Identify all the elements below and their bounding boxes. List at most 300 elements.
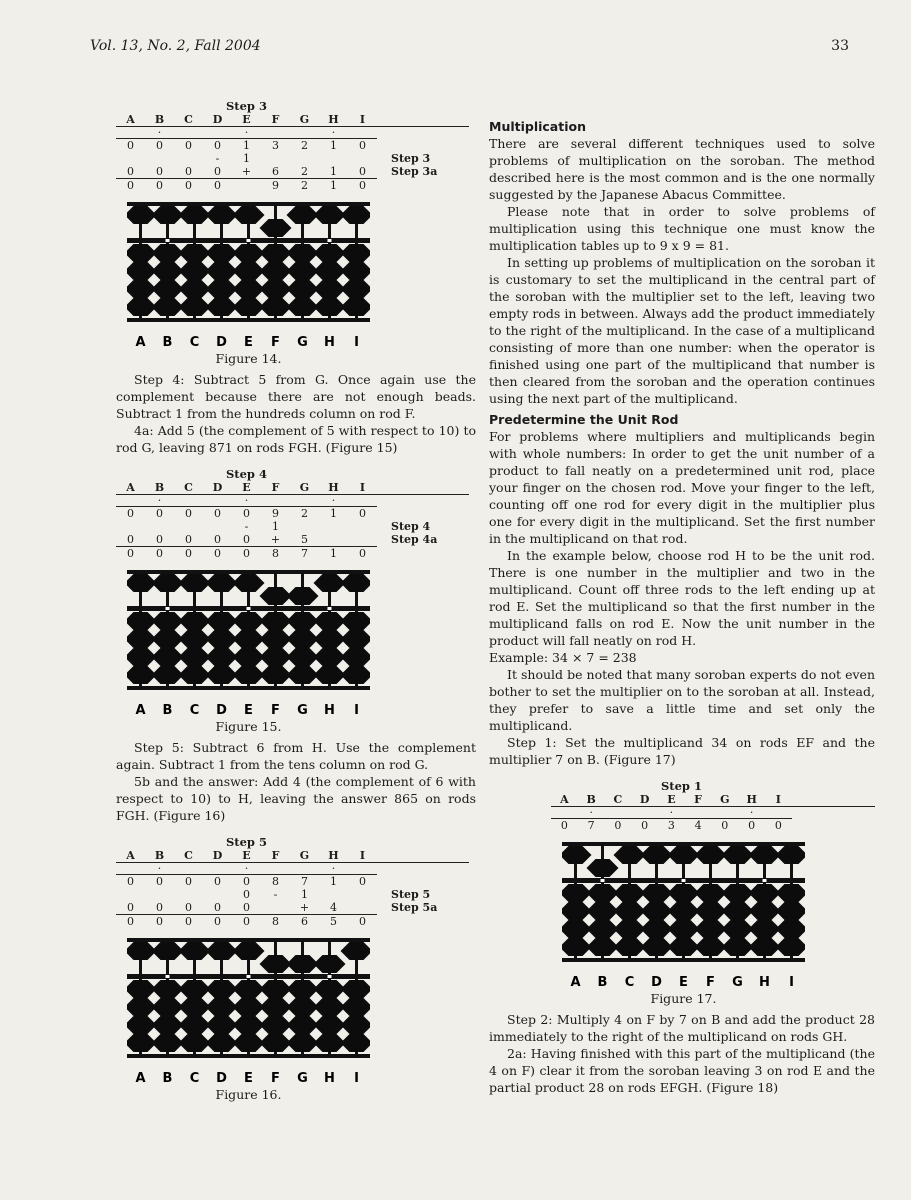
step-title: Step 4 xyxy=(226,467,267,481)
table-cell xyxy=(290,863,319,875)
rod-letter: A xyxy=(135,1071,146,1084)
table-cell: 0 xyxy=(214,901,221,914)
table-cell: 0 xyxy=(738,819,765,833)
table-cell xyxy=(174,495,203,507)
step-table xyxy=(551,793,875,832)
table-cell: H xyxy=(319,849,348,863)
table-cell: 0 xyxy=(203,507,232,521)
table-cell: 0 xyxy=(605,819,632,833)
table-cell: 8 xyxy=(261,547,290,561)
table-cell: F xyxy=(261,481,290,495)
soroban-diagram xyxy=(562,842,805,988)
step-label xyxy=(377,849,469,863)
rod-letter: F xyxy=(271,1071,280,1084)
rod-letter: F xyxy=(271,335,280,348)
table-cell: 0 xyxy=(116,179,145,193)
table-cell: D xyxy=(631,793,658,807)
table-row xyxy=(116,165,469,179)
paragraph-unit-rod: For problems where multipliers and multiplicands begin with whole numbers: In order to get the unit number of a product to fall neatly on a predetermined unit rod, place your finger on the chosen rod. Move your finger to the left, counting off one rod for every digit in the multiplier plus one for every digit in the multiplicand. Set the first number in the multiplicand on that rod. xyxy=(489,429,875,546)
table-cell xyxy=(261,863,290,875)
figure-17 xyxy=(551,780,875,1007)
table-cell: 1 xyxy=(319,507,348,521)
step-label xyxy=(377,179,469,193)
soroban-bottom-frame xyxy=(127,686,370,690)
table-cell xyxy=(319,533,348,547)
table-cell xyxy=(203,495,232,507)
table-cell: + xyxy=(299,901,310,914)
table-cell: 0 xyxy=(145,507,174,521)
step-label xyxy=(377,481,469,495)
rod-letter: D xyxy=(651,975,662,988)
table-cell: 0 xyxy=(145,875,174,889)
rod-letter: B xyxy=(162,703,173,716)
table-cell: 0 xyxy=(765,819,792,833)
upper-bead xyxy=(233,206,265,224)
table-cell xyxy=(348,863,377,875)
table-row xyxy=(116,520,469,533)
table-cell: 0 xyxy=(116,507,145,521)
table-cell xyxy=(116,495,145,507)
table-cell xyxy=(145,520,174,533)
table-cell: F xyxy=(261,849,290,863)
upper-bead xyxy=(233,574,265,592)
table-cell: I xyxy=(348,849,377,863)
table-cell xyxy=(261,901,290,915)
paragraph-2a: 2a: Having finished with this part of the multiplicand (the 4 on F) clear it from the soroban leaving 3 on rod E and the partial product 28 on rods EFGH. (Figure 18) xyxy=(489,1046,875,1095)
table-cell xyxy=(174,127,203,139)
table-cell: · xyxy=(157,862,162,875)
table-cell xyxy=(348,901,377,915)
step-label xyxy=(377,127,469,139)
lower-bead xyxy=(776,938,806,956)
rod-letter: G xyxy=(732,975,743,988)
rod-letter: C xyxy=(624,975,635,988)
step-label xyxy=(792,819,875,833)
table-cell: 1 xyxy=(319,547,348,561)
table-row xyxy=(116,547,469,561)
rod-letter: C xyxy=(189,335,200,348)
table-cell: 0 xyxy=(145,547,174,561)
step-label xyxy=(792,807,875,819)
table-cell xyxy=(290,127,319,139)
table-row xyxy=(116,875,469,889)
table-cell: 0 xyxy=(348,507,377,521)
table-cell: G xyxy=(290,481,319,495)
table-cell xyxy=(765,807,792,819)
table-cell: H xyxy=(319,481,348,495)
rod-letter: D xyxy=(216,1071,227,1084)
unit-dot xyxy=(166,239,170,242)
table-cell xyxy=(711,807,738,819)
table-cell xyxy=(116,520,145,533)
table-cell: 0 xyxy=(116,139,145,153)
table-cell: 0 xyxy=(203,915,232,929)
table-cell: - xyxy=(215,152,220,165)
table-cell: 0 xyxy=(232,507,261,521)
lower-bead xyxy=(341,1016,371,1034)
table-row xyxy=(116,152,469,165)
step-label xyxy=(792,793,875,807)
table-cell xyxy=(116,127,145,139)
table-cell xyxy=(174,520,203,533)
table-cell xyxy=(174,888,203,901)
figure-caption: Figure 14. xyxy=(215,351,282,366)
table-cell: 0 xyxy=(232,875,261,889)
table-cell: I xyxy=(348,481,377,495)
table-cell: 6 xyxy=(272,165,279,178)
table-cell: 1 xyxy=(319,139,348,153)
heading-unit-rod: Predetermine the Unit Rod xyxy=(489,412,679,427)
step-label: Step 4a xyxy=(391,533,438,547)
table-cell xyxy=(348,152,377,165)
step-label xyxy=(377,547,469,561)
table-cell: · xyxy=(157,494,162,507)
lower-bead xyxy=(341,262,371,280)
paragraph-setup: In setting up problems of multiplication on the soroban it is customary to set the multiplicand in the central part of the soroban with the multiplier set to the left, leaving two empty rods in between. Always add the product immediately to the right of the multiplicand. In the case of a multiplicand consisting of more than one number: when the operator is finished using one part of the multiplicand that number is then cleared from the soroban and the operation continues using the next part of the multiplicand. xyxy=(489,255,875,406)
table-cell: 0 xyxy=(214,533,221,546)
soroban-bottom-frame xyxy=(127,1054,370,1058)
table-cell: 1 xyxy=(243,152,250,165)
upper-bead xyxy=(776,846,806,864)
figure-16 xyxy=(116,836,476,1103)
upper-bead xyxy=(587,859,619,877)
lower-bead xyxy=(341,280,371,298)
unit-dot xyxy=(247,975,251,978)
lower-bead xyxy=(341,612,371,630)
table-row xyxy=(116,113,469,127)
table-cell: 0 xyxy=(116,875,145,889)
paragraph-4a: 4a: Add 5 (the complement of 5 with respect to 10) to rod G, leaving 871 on rods FGH. (Figure 15) xyxy=(116,423,476,455)
rod-letter: A xyxy=(570,975,581,988)
unit-dot xyxy=(247,607,251,610)
step-label: Step 5a xyxy=(391,901,438,915)
rod-letter: G xyxy=(297,703,308,716)
table-row xyxy=(116,849,469,863)
rod-letter: H xyxy=(324,703,335,716)
step-label xyxy=(377,495,469,507)
table-cell: 7 xyxy=(290,547,319,561)
table-cell: 0 xyxy=(145,915,174,929)
rod-letter: H xyxy=(759,975,770,988)
table-cell: 0 xyxy=(348,179,377,193)
step-label: Step 4 xyxy=(391,520,431,533)
table-cell: 0 xyxy=(232,915,261,929)
table-cell: 4 xyxy=(685,819,712,833)
table-cell xyxy=(203,520,232,533)
table-cell xyxy=(145,152,174,165)
soroban-diagram xyxy=(127,202,370,348)
table-row xyxy=(116,507,469,521)
table-cell: B xyxy=(145,481,174,495)
table-cell: 0 xyxy=(174,875,203,889)
table-cell: 0 xyxy=(127,901,134,914)
unit-dot xyxy=(682,879,686,882)
paragraph-step4: Step 4: Subtract 5 from G. Once again use the complement because there are not enough beads. Subtract 1 from the hundreds column on rod F. xyxy=(116,372,476,421)
step-label: Step 3 xyxy=(391,152,431,165)
paragraph-step1: Step 1: Set the multiplicand 34 on rods EF and the multiplier 7 on B. (Figure 17) xyxy=(489,735,875,767)
table-cell: 0 xyxy=(243,888,250,901)
step-table xyxy=(116,849,469,928)
upper-bead xyxy=(287,587,319,605)
table-cell: D xyxy=(203,849,232,863)
page-number: 33 xyxy=(831,38,849,54)
table-cell: 0 xyxy=(185,901,192,914)
table-cell xyxy=(551,807,578,819)
soroban-diagram xyxy=(127,570,370,716)
table-cell: A xyxy=(116,113,145,127)
table-cell: F xyxy=(685,793,712,807)
rod-letter: E xyxy=(244,703,253,716)
table-row xyxy=(116,915,469,929)
table-row xyxy=(116,533,469,547)
paragraph-tables: Please note that in order to solve problems of multiplication using this technique one must know the multiplication tables up to 9 x 9 = 81. xyxy=(489,204,875,253)
table-cell: H xyxy=(319,113,348,127)
table-cell xyxy=(290,152,319,165)
step-title: Step 1 xyxy=(661,779,702,793)
table-cell: C xyxy=(174,113,203,127)
table-cell: 0 xyxy=(348,915,377,929)
table-cell: - xyxy=(273,888,278,901)
rod-letter: H xyxy=(324,1071,335,1084)
table-cell xyxy=(290,520,319,533)
table-cell: 0 xyxy=(116,915,145,929)
table-row xyxy=(116,481,469,495)
figure-caption: Figure 16. xyxy=(215,1087,282,1102)
table-cell: 0 xyxy=(203,179,232,193)
table-cell: D xyxy=(203,481,232,495)
table-cell xyxy=(261,495,290,507)
table-cell: - xyxy=(244,520,249,533)
lower-bead xyxy=(341,630,371,648)
table-cell: B xyxy=(145,849,174,863)
rod-letter: D xyxy=(216,335,227,348)
rod-letter: B xyxy=(162,1071,173,1084)
table-cell: 0 xyxy=(185,165,192,178)
table-cell: 1 xyxy=(272,520,279,533)
table-cell xyxy=(685,807,712,819)
table-row xyxy=(551,807,875,819)
step-table xyxy=(116,481,469,560)
lower-bead xyxy=(341,980,371,998)
table-cell: 0 xyxy=(156,533,163,546)
step-label: Step 5 xyxy=(391,888,431,901)
paragraph-intro: There are several different techniques used to solve problems of multiplication on the soroban. The method described here is the most common and is the one normally suggested by the Japanese Abacus Committee. xyxy=(489,136,875,202)
lower-bead xyxy=(341,666,371,684)
rod-letter: C xyxy=(189,703,200,716)
left-column xyxy=(116,100,476,1107)
step-label xyxy=(377,507,469,521)
step-label xyxy=(377,113,469,127)
lower-bead xyxy=(341,648,371,666)
table-cell xyxy=(203,127,232,139)
figure-15 xyxy=(116,468,476,735)
table-cell: 9 xyxy=(261,179,290,193)
table-row xyxy=(116,863,469,875)
table-cell: 2 xyxy=(290,179,319,193)
lower-bead xyxy=(776,902,806,920)
step-title: Step 5 xyxy=(226,835,267,849)
rod-letter: B xyxy=(597,975,608,988)
unit-dot xyxy=(328,975,332,978)
table-cell xyxy=(348,127,377,139)
table-cell: 0 xyxy=(174,507,203,521)
unit-dot xyxy=(247,239,251,242)
table-cell: 2 xyxy=(290,507,319,521)
table-cell: 0 xyxy=(551,819,578,833)
table-cell xyxy=(319,520,348,533)
rod-letter: E xyxy=(244,1071,253,1084)
table-cell: 1 xyxy=(232,139,261,153)
table-cell xyxy=(116,863,145,875)
step-label xyxy=(377,139,469,153)
table-cell xyxy=(203,888,232,901)
soroban-bottom-frame xyxy=(127,318,370,322)
table-cell: 1 xyxy=(330,165,337,178)
table-cell xyxy=(174,863,203,875)
table-cell: H xyxy=(738,793,765,807)
table-row xyxy=(116,179,469,193)
step-label xyxy=(377,875,469,889)
table-cell: · xyxy=(669,806,674,819)
right-column xyxy=(489,100,875,1096)
rod-letter: B xyxy=(162,335,173,348)
lower-bead xyxy=(341,244,371,262)
table-cell xyxy=(290,495,319,507)
table-cell: 0 xyxy=(174,915,203,929)
table-cell: 0 xyxy=(127,165,134,178)
table-cell xyxy=(319,152,348,165)
table-cell: 0 xyxy=(203,547,232,561)
table-cell: · xyxy=(244,494,249,507)
table-cell: 8 xyxy=(261,915,290,929)
heading-multiplication: Multiplication xyxy=(489,119,586,134)
table-cell: B xyxy=(145,113,174,127)
table-cell: 0 xyxy=(156,901,163,914)
table-cell: · xyxy=(157,126,162,139)
table-cell: 5 xyxy=(301,533,308,546)
table-cell: 0 xyxy=(145,179,174,193)
table-cell: 0 xyxy=(185,533,192,546)
table-cell: 2 xyxy=(301,165,308,178)
table-cell xyxy=(203,863,232,875)
rod-letter: I xyxy=(354,335,359,348)
table-cell: 0 xyxy=(232,547,261,561)
table-cell xyxy=(348,520,377,533)
lower-bead xyxy=(341,998,371,1016)
upper-bead xyxy=(341,574,371,592)
upper-bead xyxy=(341,206,371,224)
soroban-bottom-frame xyxy=(562,958,805,962)
paragraph-5b: 5b and the answer: Add 4 (the complement of 6 with respect to 10) to H, leaving the answer 865 on rods FGH. (Figure 16) xyxy=(116,774,476,823)
table-cell: C xyxy=(605,793,632,807)
table-cell xyxy=(631,807,658,819)
table-cell: 0 xyxy=(631,819,658,833)
table-cell: + xyxy=(241,165,252,178)
table-cell: 6 xyxy=(290,915,319,929)
table-cell: 1 xyxy=(319,875,348,889)
table-cell: 7 xyxy=(290,875,319,889)
table-cell: · xyxy=(331,126,336,139)
table-cell xyxy=(116,888,145,901)
table-cell: 2 xyxy=(290,139,319,153)
table-cell xyxy=(348,533,377,547)
table-cell: 0 xyxy=(203,139,232,153)
table-cell xyxy=(232,179,261,193)
table-cell xyxy=(348,495,377,507)
upper-bead xyxy=(260,219,292,237)
table-cell: 0 xyxy=(174,179,203,193)
upper-bead xyxy=(314,955,346,973)
table-row xyxy=(116,127,469,139)
unit-dot xyxy=(328,239,332,242)
table-cell: C xyxy=(174,481,203,495)
table-cell xyxy=(116,152,145,165)
paragraph-step2: Step 2: Multiply 4 on F by 7 on B and add the product 28 immediately to the right of the multiplicand on rods GH. xyxy=(489,1012,875,1044)
table-cell: A xyxy=(116,481,145,495)
table-cell: 5 xyxy=(319,915,348,929)
table-row xyxy=(116,495,469,507)
table-cell: 0 xyxy=(174,139,203,153)
lower-bead xyxy=(341,298,371,316)
table-cell: 0 xyxy=(243,901,250,914)
table-row xyxy=(116,901,469,915)
table-row xyxy=(116,139,469,153)
table-cell xyxy=(605,807,632,819)
table-cell: C xyxy=(174,849,203,863)
table-cell: · xyxy=(244,862,249,875)
unit-dot xyxy=(601,879,605,882)
table-cell: 0 xyxy=(116,547,145,561)
figure-caption: Figure 15. xyxy=(215,719,282,734)
upper-bead xyxy=(341,942,371,960)
table-cell: F xyxy=(261,113,290,127)
lower-bead xyxy=(341,1034,371,1052)
table-cell: 8 xyxy=(261,875,290,889)
table-cell xyxy=(348,888,377,901)
paragraph-step5: Step 5: Subtract 6 from H. Use the complement again. Subtract 1 from the tens column on rod G. xyxy=(116,740,476,772)
table-cell: 1 xyxy=(301,888,308,901)
table-cell xyxy=(145,888,174,901)
rod-letter: G xyxy=(297,1071,308,1084)
rod-letter: E xyxy=(244,335,253,348)
table-row xyxy=(116,888,469,901)
table-cell xyxy=(174,152,203,165)
journal-header: Vol. 13, No. 2, Fall 2004 xyxy=(90,38,261,54)
rod-letter: H xyxy=(324,335,335,348)
lower-bead xyxy=(776,884,806,902)
step-table xyxy=(116,113,469,192)
rod-letter: I xyxy=(354,1071,359,1084)
upper-bead xyxy=(562,846,592,864)
step-title: Step 3 xyxy=(226,99,267,113)
table-cell: 0 xyxy=(156,165,163,178)
table-cell: + xyxy=(270,533,281,546)
table-cell: · xyxy=(749,806,754,819)
rod-letter: D xyxy=(216,703,227,716)
table-cell xyxy=(261,127,290,139)
step-label: Step 3a xyxy=(391,165,438,179)
table-cell: 0 xyxy=(359,165,366,178)
table-cell: A xyxy=(116,849,145,863)
table-cell: · xyxy=(244,126,249,139)
paragraph-example: Example: 34 × 7 = 238 xyxy=(489,650,637,665)
table-cell: G xyxy=(290,849,319,863)
upper-bead xyxy=(233,942,265,960)
soroban-diagram xyxy=(127,938,370,1084)
table-cell: I xyxy=(765,793,792,807)
table-cell: E xyxy=(232,849,261,863)
table-cell: I xyxy=(348,113,377,127)
